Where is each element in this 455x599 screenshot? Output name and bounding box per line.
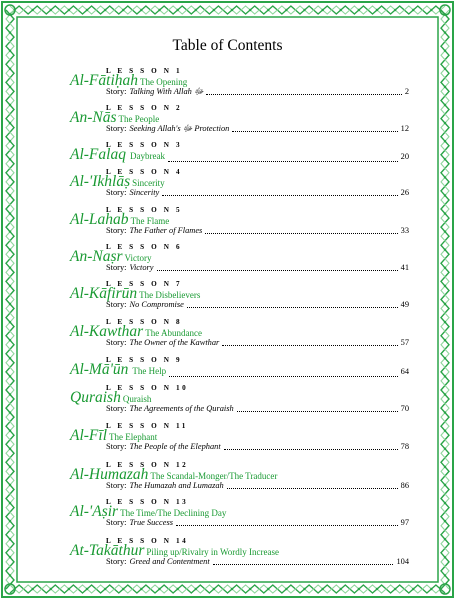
page-number: 49 [400, 300, 409, 309]
border-dot [9, 339, 11, 341]
story-line [106, 225, 409, 236]
story-title: The Father of Flames [129, 226, 203, 235]
border-dot [9, 122, 11, 124]
border-dot [444, 158, 446, 160]
border-dot [9, 556, 11, 558]
story-line [106, 299, 409, 310]
border-dot [444, 484, 446, 486]
border-dot [9, 538, 11, 540]
story-title: The Humazah and Lumazah [129, 481, 224, 490]
border-dot [444, 430, 446, 432]
surah-meaning: Daybreak [129, 151, 165, 161]
story-title: The Owner of the Kawthar [129, 338, 220, 347]
story-title: The Agreements of the Quraish [129, 404, 234, 413]
surah-meaning: The Opening [140, 77, 188, 87]
surah-meaning: The Time/The Declining Day [120, 508, 227, 518]
story-title: Seeking Allah's ﷻ Protection [129, 124, 230, 133]
surah-name: Al-Kawthar [70, 323, 144, 340]
border-dot [444, 249, 446, 251]
border-dot [9, 357, 11, 359]
border-dot [9, 466, 11, 468]
dot-leader [205, 233, 397, 234]
border-dot [444, 86, 446, 88]
page-number: 78 [400, 442, 409, 451]
page-title: Table of Contents [172, 37, 283, 54]
border-dot [444, 393, 446, 395]
dot-leader [169, 376, 397, 377]
border-dot [9, 502, 11, 504]
border-dot [444, 357, 446, 359]
page-number: 97 [400, 518, 409, 527]
border-dot [444, 140, 446, 142]
story-prefix: Story: [106, 557, 127, 566]
lesson-number: L E S S O N 3 [106, 141, 183, 149]
story-title: Talking With Allah ﷻ [129, 87, 204, 96]
surah-meaning: The People [118, 114, 160, 124]
border-dot [9, 230, 11, 232]
story-title: No Compromise [129, 300, 184, 309]
lesson-number: L E S S O N 10 [106, 384, 189, 392]
surah-heading [70, 362, 409, 380]
page-number: 12 [400, 124, 409, 133]
border-dot [9, 267, 11, 269]
lesson-number: L E S S O N 14 [106, 537, 189, 545]
story-line [106, 556, 409, 567]
page-number: 104 [396, 557, 409, 566]
story-title: Greed and Contentment [129, 557, 210, 566]
border-dot [9, 375, 11, 377]
dot-leader [157, 270, 398, 271]
border-dot [9, 176, 11, 178]
dot-leader [206, 94, 401, 95]
border-dot [444, 303, 446, 305]
border-dot [9, 393, 11, 395]
border-dot [9, 68, 11, 70]
border-dot [444, 212, 446, 214]
surah-name: An-Nās [70, 109, 117, 126]
border-dot [9, 104, 11, 106]
story-line [106, 86, 409, 97]
surah-name: Al-Mā'ūn [70, 361, 129, 378]
story-title: Sincerity [129, 188, 160, 197]
page-number: 70 [400, 404, 409, 413]
story-line [106, 441, 409, 452]
dot-leader [227, 488, 398, 489]
border-dot [9, 484, 11, 486]
border-dot [444, 466, 446, 468]
border-dot [444, 68, 446, 70]
story-line [106, 480, 409, 491]
surah-name: Al-'Ikhlāṣ [70, 173, 131, 190]
surah-meaning: The Abundance [145, 328, 202, 338]
surah-meaning: Sincerity [132, 178, 165, 188]
story-prefix: Story: [106, 87, 127, 96]
border-dot [9, 212, 11, 214]
page-number: 2 [404, 87, 409, 96]
border-dot [9, 430, 11, 432]
lesson-number: L E S S O N 5 [106, 206, 183, 214]
border-dot [9, 574, 11, 576]
border-dot [9, 158, 11, 160]
border-dot [444, 448, 446, 450]
dot-leader [187, 307, 398, 308]
surah-meaning: The Elephant [109, 432, 158, 442]
page-number: 57 [400, 338, 409, 347]
border-dot [444, 574, 446, 576]
surah-heading [70, 147, 409, 165]
border-dot [9, 448, 11, 450]
dot-leader [168, 161, 398, 162]
surah-name: Al-Kāfirūn [70, 285, 138, 302]
lesson-number: L E S S O N 8 [106, 318, 183, 326]
story-prefix: Story: [106, 188, 127, 197]
border-dot [9, 303, 11, 305]
story-line [106, 123, 409, 134]
page-number: 26 [400, 188, 409, 197]
surah-meaning: Victory [124, 253, 152, 263]
border-dot [444, 339, 446, 341]
page-number: 86 [400, 481, 409, 490]
story-line [106, 337, 409, 348]
dot-leader [213, 564, 394, 565]
border-dot [9, 194, 11, 196]
surah-name: Al-'Aṣir [70, 503, 119, 520]
surah-name: At-Takāthur [70, 542, 145, 559]
border-dot [9, 50, 11, 52]
lesson-number: L E S S O N 13 [106, 498, 189, 506]
border-dot [444, 502, 446, 504]
dot-leader [176, 525, 398, 526]
border-dot [444, 230, 446, 232]
border-dot [9, 321, 11, 323]
surah-name: Al-Fīl [70, 427, 108, 444]
dot-leader [224, 449, 398, 450]
story-prefix: Story: [106, 338, 127, 347]
surah-name: Al-Lahab [70, 211, 129, 228]
story-line [106, 517, 409, 528]
lesson-number: L E S S O N 6 [106, 243, 183, 251]
border-dot [9, 31, 11, 33]
surah-meaning: The Disbelievers [139, 290, 201, 300]
border-dot [444, 104, 446, 106]
page-number: 20 [400, 152, 409, 161]
page-number: 64 [400, 367, 409, 376]
story-prefix: Story: [106, 442, 127, 451]
story-title: Victory [129, 263, 154, 272]
border-dot [9, 285, 11, 287]
lesson-number: L E S S O N 11 [106, 422, 188, 430]
surah-meaning: The Flame [130, 216, 170, 226]
border-dot [444, 321, 446, 323]
dot-leader [232, 131, 397, 132]
border-dot [9, 140, 11, 142]
border-dot [444, 267, 446, 269]
lesson-number: L E S S O N 9 [106, 356, 183, 364]
border-dot [444, 538, 446, 540]
page-number: 41 [400, 263, 409, 272]
surah-meaning: Quraish [122, 394, 152, 404]
story-line [106, 262, 409, 273]
border-dot [444, 285, 446, 287]
lesson-number: L E S S O N 1 [106, 67, 183, 75]
border-dot [444, 411, 446, 413]
lesson-number: L E S S O N 2 [106, 104, 183, 112]
dot-leader [222, 345, 397, 346]
surah-name: Al-Falaq [70, 146, 126, 163]
lesson-number: L E S S O N 12 [106, 461, 189, 469]
border-dot [9, 249, 11, 251]
story-prefix: Story: [106, 404, 127, 413]
lesson-number: L E S S O N 7 [106, 280, 183, 288]
story-prefix: Story: [106, 481, 127, 490]
surah-meaning: The Help [132, 366, 167, 376]
surah-meaning: Piling up/Rivalry in Wordly Increase [146, 547, 279, 557]
lesson-number: L E S S O N 4 [106, 168, 183, 176]
border-dot [444, 375, 446, 377]
story-title: The People of the Elephant [129, 442, 221, 451]
story-prefix: Story: [106, 300, 127, 309]
border-dot [9, 520, 11, 522]
surah-name: An-Naṣr [70, 248, 123, 265]
toc-content [20, 0, 435, 599]
surah-name: Al-Humazah [70, 466, 149, 483]
surah-meaning: The Scandal-Monger/The Traducer [150, 471, 278, 481]
story-prefix: Story: [106, 263, 127, 272]
dot-leader [237, 411, 398, 412]
dot-leader [162, 195, 397, 196]
surah-name: Quraish [70, 389, 121, 406]
story-prefix: Story: [106, 124, 127, 133]
border-dot [444, 194, 446, 196]
border-dot [444, 31, 446, 33]
border-dot [444, 50, 446, 52]
border-dot [444, 122, 446, 124]
border-dot [444, 556, 446, 558]
surah-name: Al-Fātiḥah [70, 72, 139, 89]
border-dot [9, 411, 11, 413]
border-dot [444, 520, 446, 522]
border-dot [9, 86, 11, 88]
story-title: True Success [129, 518, 173, 527]
border-dot [444, 176, 446, 178]
story-prefix: Story: [106, 226, 127, 235]
story-line [106, 187, 409, 198]
story-prefix: Story: [106, 518, 127, 527]
page-number: 33 [400, 226, 409, 235]
story-line [106, 403, 409, 414]
